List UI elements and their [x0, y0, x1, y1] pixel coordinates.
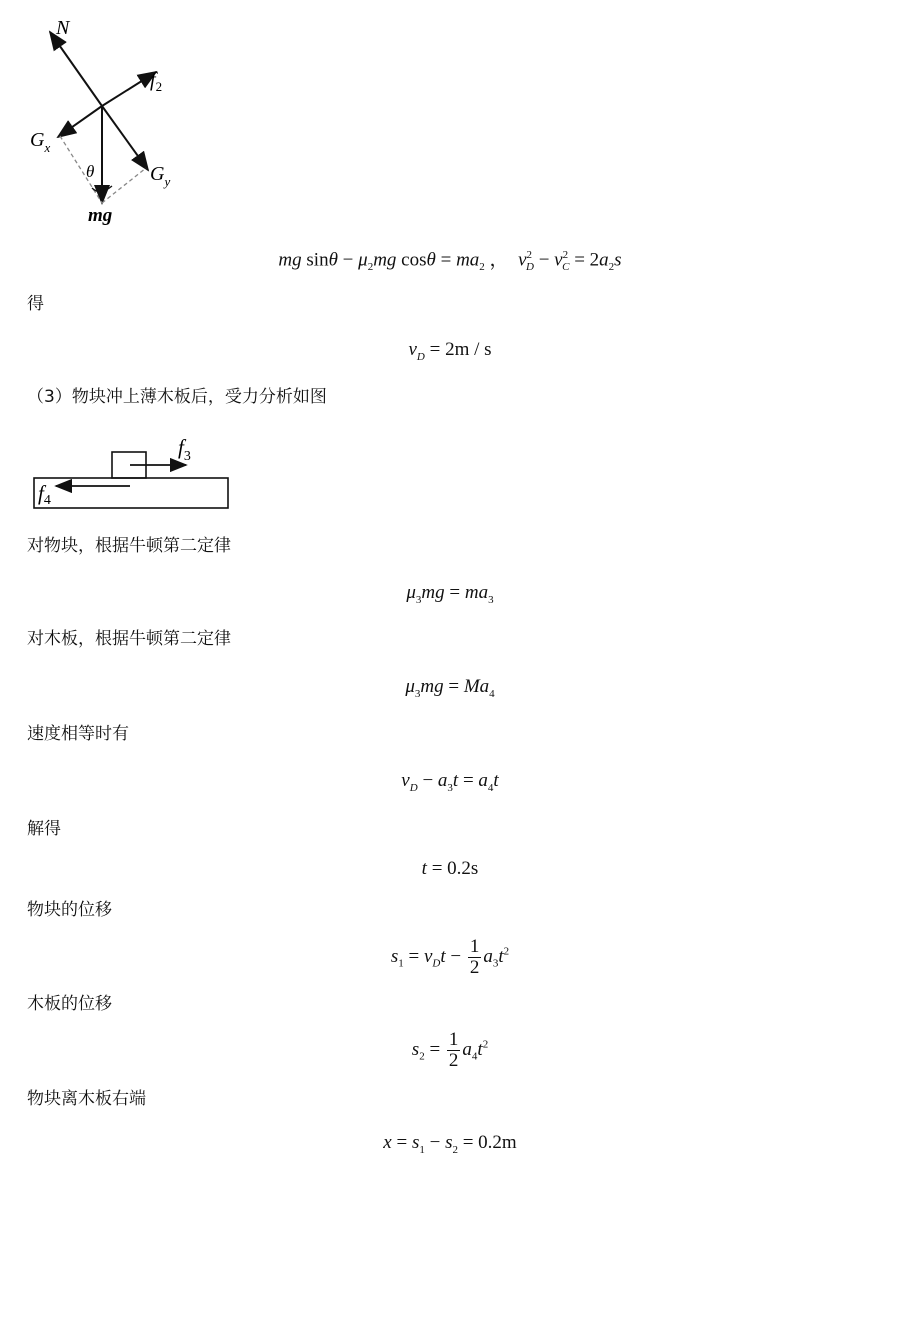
plank [34, 478, 228, 508]
text-block-newton: 对物块，根据牛顿第二定律 [27, 536, 231, 556]
equation-vd: $v_D = 2m / s$ [408, 339, 492, 363]
gy-arrow [102, 106, 148, 170]
label-mg: mg [88, 205, 113, 226]
force-diagram-plank [30, 428, 240, 518]
equation-time: t = 0.2s [421, 858, 479, 879]
force-diagram-incline [20, 10, 200, 230]
text-equal-velocity: 速度相等时有 [27, 724, 129, 744]
label-N: N [56, 17, 70, 39]
text-de: 得 [27, 294, 44, 314]
friction-f2-arrow [102, 72, 156, 106]
label-f2: $f_2$ [150, 69, 163, 94]
normal-force-arrow [50, 32, 102, 106]
equation-block: $\mu_3mg = ma_3$ [406, 582, 494, 606]
gx-arrow [58, 106, 102, 137]
text-part3: （3）物块冲上薄木板后，受力分析如图 [27, 387, 327, 407]
text-distance-right-end: 物块离木板右端 [27, 1089, 146, 1109]
label-theta: θ [86, 162, 95, 181]
text-solve: 解得 [27, 819, 61, 839]
equation-x: $x = s_1 - s_2 = 0.2m$ [383, 1132, 517, 1156]
equation-s1: $s_1 = v_Dt$ − $\frac{1}{2}$ $a_3t^2$ [390, 936, 510, 978]
equation-velocity: $v_D - a_3t = a_4t$ [401, 770, 499, 794]
text-plank-newton: 对木板，根据牛顿第二定律 [27, 629, 231, 649]
equation-s2: $s_2$ = $\frac{1}{2}$ $a_4t^2$ [411, 1029, 489, 1071]
label-f4: f4 [38, 481, 51, 508]
text-block-displacement: 物块的位移 [27, 900, 112, 920]
label-Gy: $G_y$ [150, 163, 171, 189]
text-plank-displacement: 木板的位移 [27, 994, 112, 1014]
equation-incline: mg $\sin\theta - \mu_2mg$ $\cos\theta = ma_2$ ， $v^2_D - v^2_C = 2a_2s$ [278, 249, 622, 274]
label-f3: $f_3$ [178, 435, 191, 464]
label-Gx: $G_x$ [30, 129, 51, 155]
equation-plank: $\mu_3mg = Ma_4$ [405, 676, 495, 700]
